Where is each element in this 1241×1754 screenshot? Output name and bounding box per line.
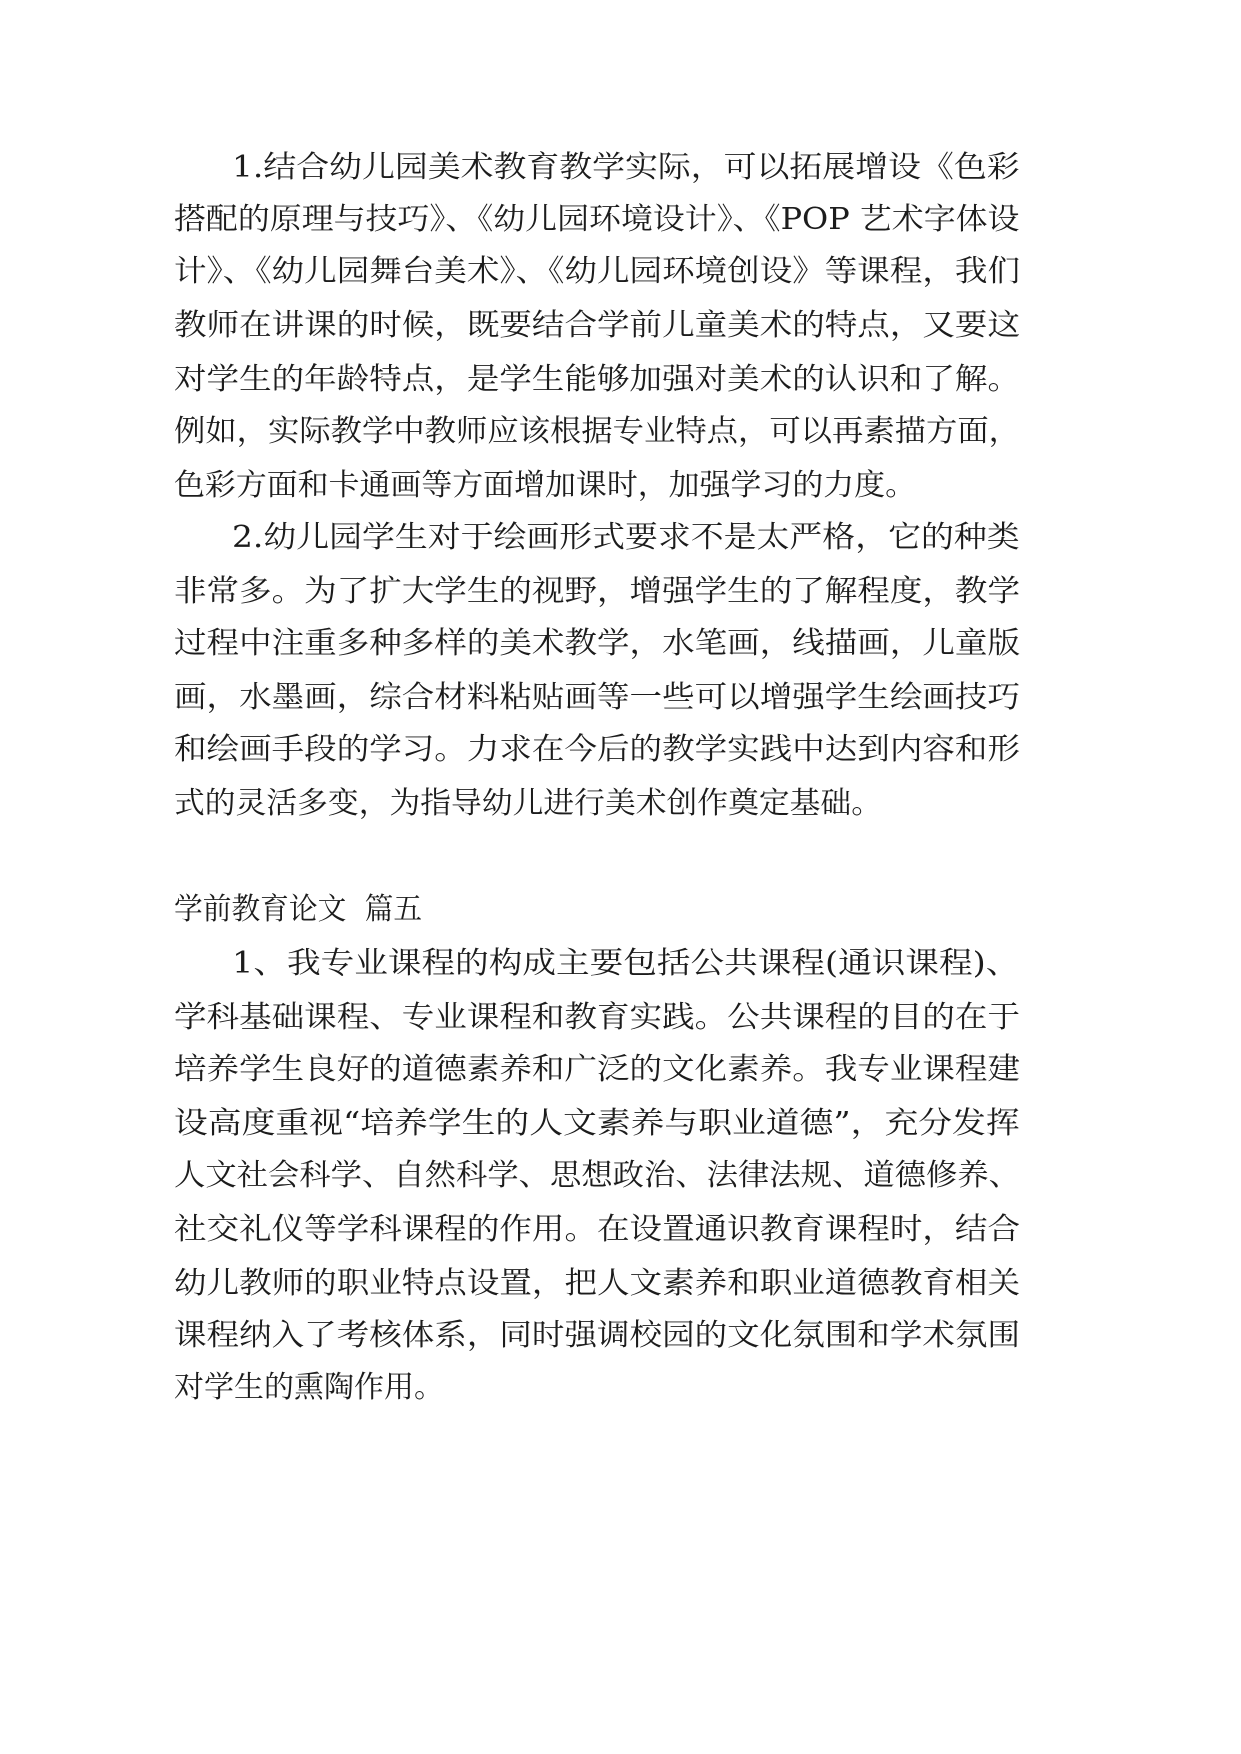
text-line: 搭配的原理与技巧》、《幼儿园环境设计》、《POP 艺术字体设: [174, 202, 1020, 237]
text-line: 画，水墨画，综合材料粘贴画等一些可以增强学生绘画技巧: [174, 680, 1020, 715]
text-line: 人文社会科学、自然科学、思想政治、法律法规、道德修养、: [174, 1158, 1020, 1193]
text-line: 非常多。为了扩大学生的视野，增强学生的了解程度，教学: [174, 574, 1020, 609]
text-line: 例如，实际教学中教师应该根据专业特点，可以再素描方面，: [174, 414, 1020, 449]
text-line: 学科基础课程、专业课程和教育实践。公共课程的目的在于: [174, 1000, 1020, 1035]
text-line: 1.结合幼儿园美术教育教学实际，可以拓展增设《色彩: [232, 150, 1020, 185]
text-line: 培养学生良好的道德素养和广泛的文化素养。我专业课程建: [174, 1052, 1020, 1087]
text-line: 幼儿教师的职业特点设置，把人文素养和职业道德教育相关: [174, 1266, 1020, 1301]
text-line: 设高度重视“培养学生的人文素养与职业道德”，充分发挥: [174, 1106, 1020, 1141]
text-line: 社交礼仪等学科课程的作用。在设置通识教育课程时，结合: [174, 1212, 1020, 1247]
text-line: 过程中注重多种多样的美术教学，水笔画，线描画，儿童版: [174, 626, 1020, 661]
text-line: 课程纳入了考核体系，同时强调校园的文化氛围和学术氛围: [174, 1318, 1020, 1353]
text-line: 2.幼儿园学生对于绘画形式要求不是太严格，它的种类: [232, 520, 1020, 555]
text-line: 式的灵活多变，为指导幼儿进行美术创作奠定基础。: [174, 786, 882, 821]
section-heading: 学前教育论文 篇五: [174, 892, 423, 927]
text-line: 计》、《幼儿园舞台美术》、《幼儿园环境创设》等课程，我们: [174, 254, 1020, 289]
text-line: 对学生的熏陶作用。: [174, 1370, 444, 1405]
text-line: 和绘画手段的学习。力求在今后的教学实践中达到内容和形: [174, 732, 1020, 767]
text-line: 1、我专业课程的构成主要包括公共课程(通识课程)、: [232, 946, 1020, 981]
text-line: 对学生的年龄特点，是学生能够加强对美术的认识和了解。: [174, 362, 1020, 397]
text-line: 色彩方面和卡通画等方面增加课时，加强学习的力度。: [174, 468, 917, 503]
text-line: 教师在讲课的时候，既要结合学前儿童美术的特点，又要这: [174, 308, 1020, 343]
